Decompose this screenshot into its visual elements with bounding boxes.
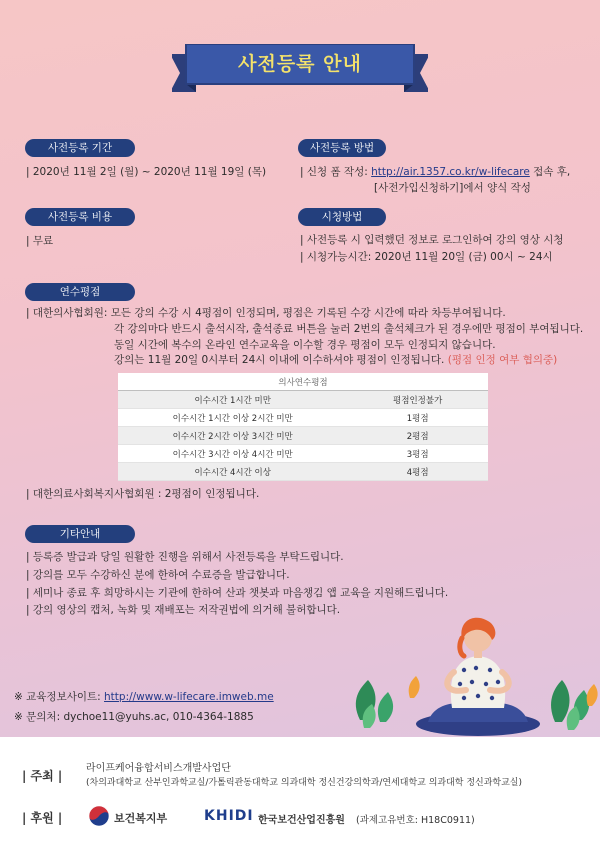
fee-text: | 무료 — [26, 235, 54, 247]
inquiry-line: ※ 문의처: dychoe11@yuhs.ac, 010-4364-1885 — [14, 711, 254, 723]
leaf-icon — [356, 676, 420, 728]
table-cell-credit: 4평점 — [347, 463, 488, 481]
leaf-icon — [551, 680, 598, 730]
host-line2: (차의과대학교 산부인과학교실/가톨릭관동대학교 의과대학 정신건강의학과/연세대학교 의과대학 정신과학교실) — [86, 778, 523, 788]
viewing-label: 시청방법 — [298, 208, 386, 226]
other-line: | 강의 영상의 캡처, 녹화 및 재배포는 저작권법에 의거해 불허합니다. — [26, 604, 341, 616]
khidi-logo: KHIDI — [204, 808, 254, 824]
cpd-kma-line2: 각 강의마다 반드시 출석시작, 출석종료 버튼을 눌러 2번의 출석체크가 된 경우에만 평점이 부여됩니다. — [114, 323, 584, 335]
other-label: 기타안내 — [25, 525, 135, 543]
table-cell-credit: 2평점 — [347, 427, 488, 445]
period-label: 사전등록 기간 — [25, 139, 135, 157]
method-label: 사전등록 방법 — [298, 139, 386, 157]
viewing-line2: | 시청가능시간: 2020년 11월 20일 (금) 00시 ~ 24시 — [300, 251, 553, 263]
cpd-kma-line3: 동일 시간에 복수의 온라인 연수교육을 이수할 경우 평점이 모두 인정되지 않습니다. — [114, 339, 496, 351]
cpd-kma-line4: 강의는 11월 20일 0시부터 24시 이내에 이수하셔야 평점이 인정됩니다. (평점 인정 여부 협의중) — [114, 354, 558, 366]
signup-link[interactable]: http://air.1357.co.kr/w-lifecare — [371, 166, 530, 178]
sponsor-label: | 후원 | — [22, 811, 63, 825]
table-cell-credit: 1평점 — [347, 409, 488, 427]
table-cell-time: 이수시간 4시간 이상 — [118, 463, 347, 481]
cpd-table — [118, 373, 488, 481]
cpd-table-caption: 의사연수평점 — [118, 373, 488, 391]
other-line: | 강의를 모두 수강하신 분에 한하여 수료증을 발급합니다. — [26, 569, 290, 581]
table-row — [118, 445, 488, 463]
title-ribbon — [172, 44, 428, 96]
sponsor2-note: (과제고유번호: H18C0911) — [356, 815, 475, 826]
sponsor2-name: 한국보건산업진흥원 — [258, 815, 345, 826]
table-cell-credit: 3평점 — [347, 445, 488, 463]
site-link[interactable]: http://www.w-lifecare.imweb.me — [104, 691, 274, 703]
host-line1: 라이프케어융합서비스개발사업단 — [86, 763, 231, 774]
table-cell-time: 이수시간 1시간 이상 2시간 미만 — [118, 409, 347, 427]
table-row — [118, 409, 488, 427]
cpd-kma-line1: | 대한의사협회원: 모든 강의 수강 시 4평점이 인정되며, 평점은 기록된 수강 시간에 따라 차등부여됩니다. — [26, 307, 506, 319]
table-cell-time: 이수시간 2시간 이상 3시간 미만 — [118, 427, 347, 445]
viewing-line1: | 사전등록 시 입력했던 정보로 로그인하여 강의 영상 시청 — [300, 234, 564, 246]
other-line: | 등록증 발급과 당일 원활한 진행을 위해서 사전등록을 부탁드립니다. — [26, 551, 344, 563]
table-cell-time: 이수시간 3시간 이상 4시간 미만 — [118, 445, 347, 463]
mohw-emblem-icon — [88, 805, 110, 827]
other-line: | 세미나 종료 후 희망하시는 기관에 한하여 산과 챗봇과 마음챙김 앱 교육을 지원해드립니다. — [26, 587, 449, 599]
method-line2: [사전가입신청하기]에서 양식 작성 — [374, 182, 531, 194]
fee-label: 사전등록 비용 — [25, 208, 135, 226]
sponsor1-name: 보건복지부 — [114, 812, 168, 825]
host-label: | 주최 | — [22, 769, 63, 783]
woman-figure — [416, 618, 540, 736]
page-title: 사전등록 안내 — [238, 53, 362, 75]
footer — [0, 737, 600, 848]
table-cell-credit: 평점인정불가 — [347, 391, 488, 409]
table-cell-time: 이수시간 1시간 미만 — [118, 391, 347, 409]
cpd-pending-note: (평점 인정 여부 협의중) — [447, 354, 558, 366]
meditation-illustration — [350, 610, 600, 738]
table-row — [118, 427, 488, 445]
period-text: | 2020년 11월 2일 (월) ~ 2020년 11월 19일 (목) — [26, 166, 267, 178]
site-line: ※ 교육정보사이트: http://www.w-lifecare.imweb.me — [14, 691, 274, 703]
method-line1: | 신청 폼 작성: http://air.1357.co.kr/w-lifecare 접속 후, — [300, 166, 571, 178]
table-row — [118, 463, 488, 481]
cpd-label: 연수평점 — [25, 283, 135, 301]
cpd-social-line: | 대한의료사회복지사협회원 : 2평점이 인정됩니다. — [26, 488, 260, 500]
table-row — [118, 391, 488, 409]
